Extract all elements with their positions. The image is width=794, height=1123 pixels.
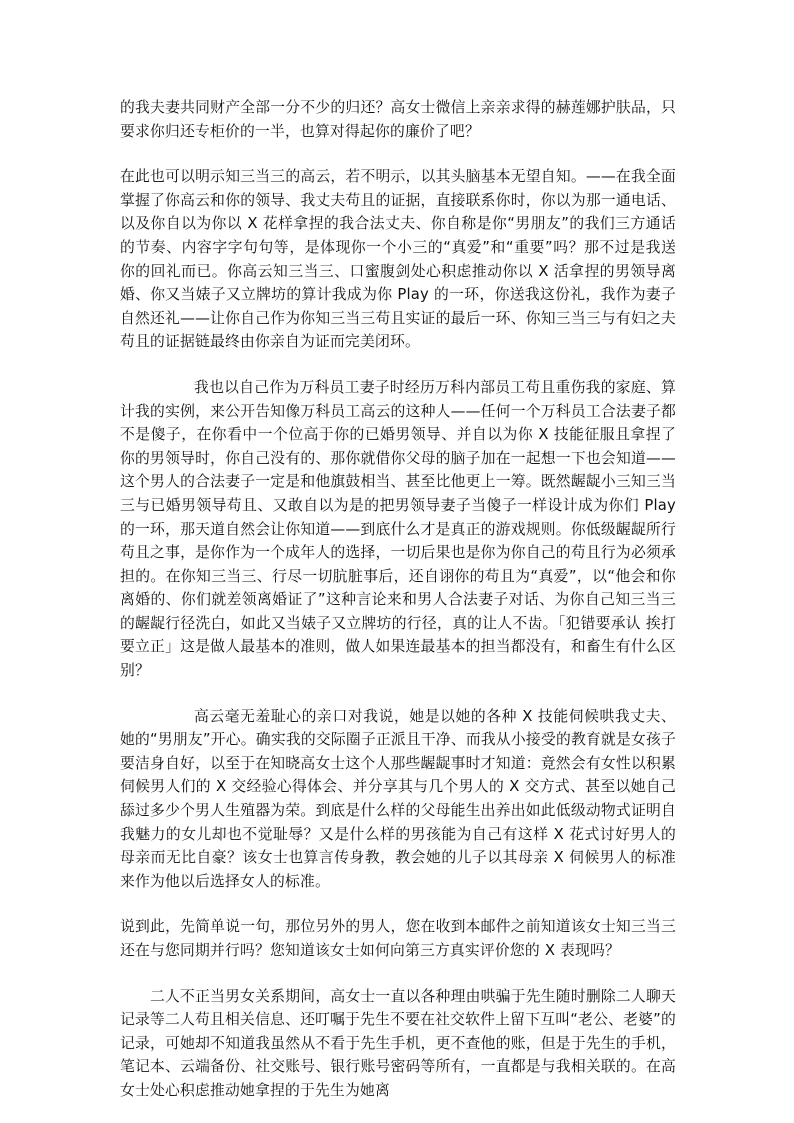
paragraph-gap bbox=[120, 893, 676, 915]
paragraph-5: 说到此，先简单说一句，那位另外的男人，您在收到本邮件之前知道该女士知三当三还在与您同期并行吗？您知道该女士如何向第三方真实评价您的 X 表现吗？ bbox=[120, 918, 676, 959]
paragraph-gap bbox=[120, 963, 676, 985]
paragraph-4: 高云毫无羞耻心的亲口对我说，她是以她的各种 X 技能伺候哄我丈夫、她的“男朋友”开心。确实我的交际圈子正派且干净、而我从小接受的教育就是女孩子要洁身自好，以至于在知晓高女士这个人那些龌龊事时才知道：竟然会有女性以积累伺候男人们的 X 交经验心得体会、并分享其与几个男人的 X 交方式、甚至以她自己舔过多少个男人生殖器为荣。到底是什么样的父母能生出养出如此低级动物式证明自我魅力的女儿却也不觉耻辱？又是什么样的男孩能为自己有这样 X 花式讨好男人的母亲而无比自豪？该女士也算言传身教，教会她的儿子以其母亲 X 伺候男人的标准来作为他以后选择女人的标准。 bbox=[120, 707, 676, 890]
paragraph-gap bbox=[120, 683, 676, 705]
paragraph-2: 在此也可以明示知三当三的高云，若不明示，以其头脑基本无望自知。——在我全面掌握了你高云和你的领导、我丈夫苟且的证据，直接联系你时，你以为那一通电话、以及你自以为你以 X 花样拿捏的我合法丈夫、你自称是你“男朋友”的我们三方通话的节奏、内容字字句句等，是体现你一个小三的“真爱”和“重要”吗？那不过是我送你的回礼而已。你高云知三当三、口蜜腹剑处心积虑推动你以 X 活拿捏的男领导离婚、你又当婊子又立牌坊的算计我成为你 Play 的一环，你送我这份礼，我作为妻子自然还礼——让你自己作为你知三当三苟且实证的最后一环、你知三当三与有妇之夫苟且的证据链最终由你亲自为证而完美闭环。 bbox=[120, 168, 676, 351]
paragraph-1: 的我夫妻共同财产全部一分不少的归还？高女士微信上亲亲求得的赫莲娜护肤品，只要求你归还专柜价的一半，也算对得起你的廉价了吧？ bbox=[120, 99, 676, 140]
paragraph-gap bbox=[120, 354, 676, 376]
paragraph-3: 我也以自己作为万科员工妻子时经历万科内部员工苟且重伤我的家庭、算计我的实例，来公开告知像万科员工高云的这种人——任何一个万科员工合法妻子都不是傻子，在你看中一个位高于你的已婚男领导、并自以为你 X 技能征服且拿捏了你的男领导时，你自己没有的、那你就借你父母的脑子加在一起想一下也会知道——这个男人的合法妻子一定是和他旗鼓相当、甚至比他更上一筹。既然龌龊小三知三当三与已婚男领导苟且、又敢自以为是的把男领导妻子当傻子一样设计成为你们 Play 的一环，那天道自然会让你知道——到底什么才是真正的游戏规则。你低级龌龊所行苟且之事，是你作为一个成年人的选择，一切后果也是你为你自己的苟且行为必须承担的。在你知三当三、行尽一切肮脏事后，还自诩你的苟且为“真爱”，以“他会和你离婚的、你们就差领离婚证了”这种言论来和男人合法妻子对话、为你自己知三当三的龌龊行径洗白，如此又当婊子又立牌坊的行径，真的让人不齿。「犯错要承认 挨打要立正」这是做人最基本的准则，做人如果连最基本的担当都没有，和畜生有什么区别？ bbox=[120, 378, 676, 680]
paragraph-gap bbox=[120, 143, 676, 165]
paragraph-6: 二人不正当男女关系期间，高女士一直以各种理由哄骗于先生随时删除二人聊天记录等二人苟且相关信息、还叮嘱于先生不要在社交软件上留下互叫“老公、老婆”的记录，可她却不知道我虽然从不看于先生手机，更不查他的账，但是于先生的手机，笔记本、云端备份、社交账号、银行账号密码等所有，一直都是与我相关联的。在高女士处心积虑推动她拿捏的于先生为她离 bbox=[120, 987, 676, 1099]
